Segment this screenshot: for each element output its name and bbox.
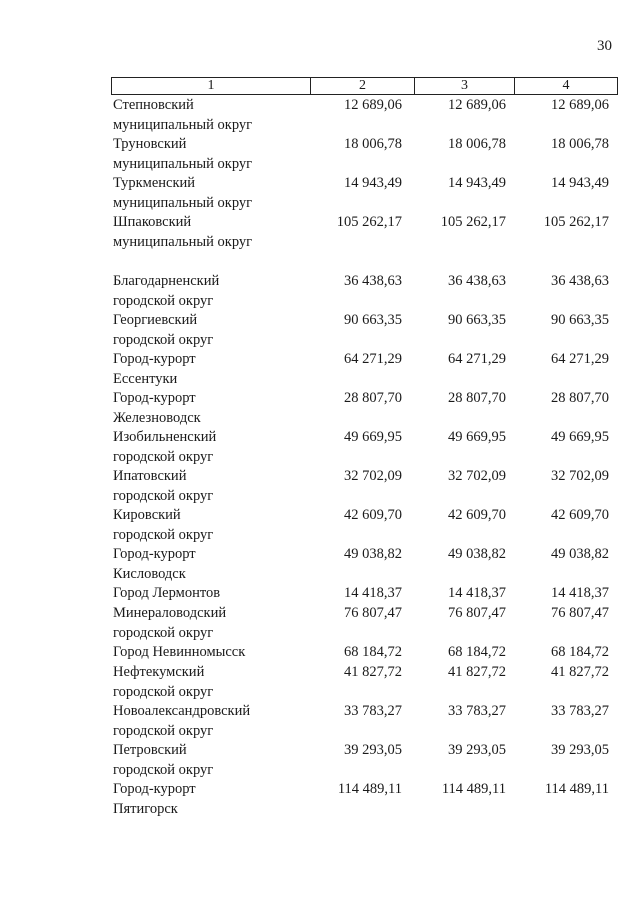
table-row [113, 545, 617, 584]
row-value-col-4: 49 038,82 [551, 546, 609, 562]
row-value-col-3: 14 943,49 [448, 175, 506, 191]
row-name-line: городской округ [113, 331, 214, 348]
row-value-col-3: 49 038,82 [448, 546, 506, 562]
row-value-col-4: 105 262,17 [543, 214, 609, 230]
row-value-col-3: 76 807,47 [448, 605, 506, 621]
row-value-col-2: 33 783,27 [344, 703, 402, 719]
row-name-line: Шпаковский [113, 214, 192, 230]
column-header-1: 1 [112, 78, 311, 95]
table-row [113, 506, 617, 545]
row-value-col-2: 41 827,72 [344, 664, 402, 680]
column-header-4: 4 [515, 78, 618, 95]
row-name-line: Минераловодский [113, 605, 227, 621]
row-name-line: муниципальный округ [113, 116, 253, 133]
row-name-line: городской округ [113, 292, 214, 309]
row-name [113, 584, 313, 604]
row-value-col-4: 49 669,95 [551, 429, 609, 445]
row-name [113, 741, 313, 780]
table-row [113, 702, 617, 741]
column-header-2: 2 [311, 78, 415, 95]
row-value-col-4: 64 271,29 [551, 351, 609, 367]
table-row [113, 213, 617, 252]
row-name [113, 389, 313, 428]
row-name-line: Степновский [113, 97, 194, 113]
row-name-line: Труновский [113, 136, 187, 152]
page-number: 30 [597, 38, 612, 54]
row-name-line: городской округ [113, 761, 214, 778]
row-value-col-3: 18 006,78 [448, 136, 506, 152]
row-name-line: Нефтекумский [113, 664, 205, 680]
row-value-col-3: 12 689,06 [448, 97, 506, 113]
row-value-col-3: 49 669,95 [448, 429, 506, 445]
row-name [113, 467, 313, 506]
column-header-3: 3 [415, 78, 515, 95]
row-name-line: Город-курорт [113, 546, 196, 562]
table-row [113, 272, 617, 311]
row-name-line: Изобильненский [113, 429, 217, 445]
row-value-col-4: 68 184,72 [551, 644, 609, 660]
row-value-col-3: 105 262,17 [440, 214, 506, 230]
row-value-col-2: 12 689,06 [344, 97, 402, 113]
row-name-line: Город Лермонтов [113, 585, 221, 601]
table-row [113, 135, 617, 174]
column-header-table [111, 77, 618, 95]
row-value-col-4: 90 663,35 [551, 312, 609, 328]
row-value-col-4: 33 783,27 [551, 703, 609, 719]
table-row [113, 389, 617, 428]
row-name-line: Железноводск [113, 409, 201, 426]
row-name [113, 604, 313, 643]
row-value-col-4: 14 943,49 [551, 175, 609, 191]
row-value-col-2: 36 438,63 [344, 273, 402, 289]
table-row [113, 428, 617, 467]
row-value-col-2: 49 669,95 [344, 429, 402, 445]
row-name-line: городской округ [113, 624, 214, 641]
row-name [113, 350, 313, 389]
row-value-col-2: 14 418,37 [344, 585, 402, 601]
row-name [113, 96, 313, 135]
table-row [113, 350, 617, 389]
row-name-line: городской округ [113, 526, 214, 543]
row-value-col-2: 49 038,82 [344, 546, 402, 562]
row-name-line: городской округ [113, 487, 214, 504]
row-value-col-4: 76 807,47 [551, 605, 609, 621]
row-value-col-4: 39 293,05 [551, 742, 609, 758]
row-name-line: городской округ [113, 683, 214, 700]
row-name [113, 174, 313, 213]
row-value-col-3: 90 663,35 [448, 312, 506, 328]
row-value-col-4: 42 609,70 [551, 507, 609, 523]
row-value-col-2: 14 943,49 [344, 175, 402, 191]
row-value-col-3: 68 184,72 [448, 644, 506, 660]
row-name-line: муниципальный округ [113, 194, 253, 211]
row-value-col-3: 32 702,09 [448, 468, 506, 484]
row-name-line: Пятигорск [113, 800, 178, 817]
table-row [113, 780, 617, 819]
row-name [113, 272, 313, 311]
row-value-col-2: 114 489,11 [337, 781, 402, 797]
row-value-col-2: 90 663,35 [344, 312, 402, 328]
row-name-line: Георгиевский [113, 312, 198, 328]
row-name-line: Кировский [113, 507, 181, 523]
row-value-col-2: 76 807,47 [344, 605, 402, 621]
row-value-col-3: 28 807,70 [448, 390, 506, 406]
row-value-col-3: 114 489,11 [441, 781, 506, 797]
table-row [113, 467, 617, 506]
row-name-line: муниципальный округ [113, 155, 253, 172]
row-value-col-2: 18 006,78 [344, 136, 402, 152]
data-rows [113, 96, 617, 819]
row-name-line: Город-курорт [113, 351, 196, 367]
table-row [113, 741, 617, 780]
row-value-col-4: 28 807,70 [551, 390, 609, 406]
row-value-col-3: 42 609,70 [448, 507, 506, 523]
row-value-col-2: 42 609,70 [344, 507, 402, 523]
row-name-line: Новоалександровский [113, 703, 251, 719]
row-name [113, 428, 313, 467]
row-name [113, 545, 313, 584]
row-value-col-3: 64 271,29 [448, 351, 506, 367]
row-name-line: Туркменский [113, 175, 196, 191]
row-value-col-2: 68 184,72 [344, 644, 402, 660]
row-value-col-4: 41 827,72 [551, 664, 609, 680]
row-name-line: городской округ [113, 448, 214, 465]
row-name-line: Благодарненский [113, 273, 220, 289]
table-row [113, 311, 617, 350]
table-row [113, 604, 617, 643]
table-row [113, 174, 617, 213]
row-value-col-3: 14 418,37 [448, 585, 506, 601]
row-name-line: муниципальный округ [113, 233, 253, 250]
row-value-col-3: 36 438,63 [448, 273, 506, 289]
row-name-line: Кисловодск [113, 565, 186, 582]
row-name-line: Город-курорт [113, 390, 196, 406]
row-name [113, 702, 313, 741]
row-value-col-4: 18 006,78 [551, 136, 609, 152]
row-name [113, 506, 313, 545]
row-name [113, 135, 313, 174]
row-value-col-2: 39 293,05 [344, 742, 402, 758]
row-value-col-2: 28 807,70 [344, 390, 402, 406]
row-name-line: Город-курорт [113, 781, 196, 797]
table-row [113, 96, 617, 135]
row-name [113, 780, 313, 819]
row-name-line: Город Невинномысск [113, 644, 246, 660]
row-value-col-4: 114 489,11 [544, 781, 609, 797]
column-header-row [112, 78, 618, 95]
table-row [113, 663, 617, 702]
row-name [113, 643, 313, 663]
row-name-line: Ипатовский [113, 468, 187, 484]
table-row [113, 643, 617, 663]
row-name [113, 311, 313, 350]
row-name [113, 213, 313, 252]
row-value-col-4: 36 438,63 [551, 273, 609, 289]
row-value-col-2: 32 702,09 [344, 468, 402, 484]
row-value-col-2: 105 262,17 [336, 214, 402, 230]
row-value-col-3: 41 827,72 [448, 664, 506, 680]
row-value-col-4: 14 418,37 [551, 585, 609, 601]
row-value-col-2: 64 271,29 [344, 351, 402, 367]
row-name-line: Петровский [113, 742, 187, 758]
row-value-col-4: 12 689,06 [551, 97, 609, 113]
table-row [113, 584, 617, 604]
row-value-col-3: 33 783,27 [448, 703, 506, 719]
row-value-col-3: 39 293,05 [448, 742, 506, 758]
row-value-col-4: 32 702,09 [551, 468, 609, 484]
row-name-line: городской округ [113, 722, 214, 739]
row-name [113, 663, 313, 702]
row-name-line: Ессентуки [113, 370, 178, 387]
